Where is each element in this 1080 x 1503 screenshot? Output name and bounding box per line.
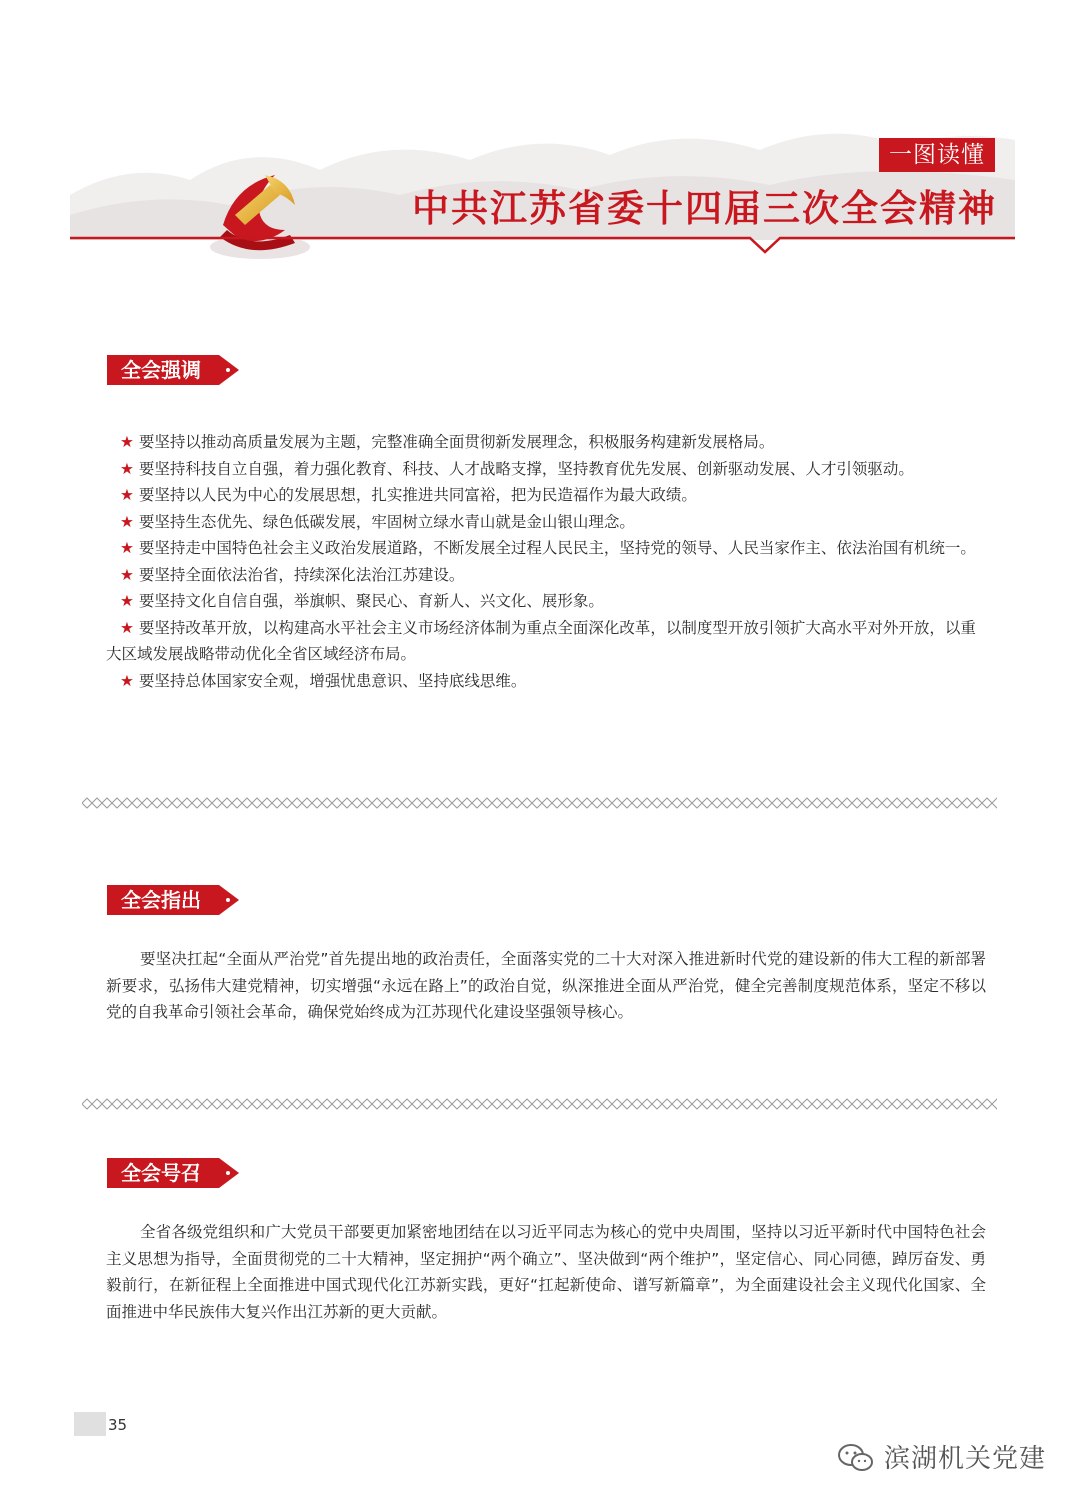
star-icon: ★ [120,565,134,584]
list-item: ★ 要坚持以推动高质量发展为主题，完整准确全面贯彻新发展理念，积极服务构建新发展格局。 [120,433,775,451]
list-item: ★ 要坚持文化自信自强，举旗帜、聚民心、育新人、兴文化、展形象。 [120,592,604,610]
star-icon: ★ [120,486,134,504]
star-icon: ★ [120,592,134,610]
page-title: 中共江苏省委十四届三次全会精神 [412,186,997,230]
section-label-text: 全会号召 [107,1158,219,1188]
star-icon: ★ [120,512,134,531]
list-item: ★ 要坚持改革开放，以构建高水平社会主义市场经济体制为重点全面深化改革，以制度型开放引领扩大高水平对外开放，以重大区域发展战略带动优化全省区域经济布局。 [106,618,976,663]
header-banner [70,100,1015,260]
call-paragraph: 全省各级党组织和广大党员干部要更加紧密地团结在以习近平同志为核心的党中央周围，坚持以习近平新时代中国特色社会主义思想为指导，全面贯彻党的二十大精神，坚定拥护“两个确立”、坚决做到“两个维护”，坚定信心、同心同德，踔厉奋发、勇毅前行，在新征程上全面推进中国式现代化江苏新实践，更好“扛起新使命、谱写新篇章”，为全面建设社会主义现代化国家、全面推进中华民族伟大复兴作出江苏新的更大贡献。 [106,1223,986,1321]
list-item: ★ 要坚持以人民为中心的发展思想，扎实推进共同富裕，把为民造福作为最大政绩。 [120,486,697,504]
star-icon: ★ [120,539,134,557]
section-divider [82,1098,997,1110]
star-icon: ★ [120,618,134,637]
page-number: 35 [108,1416,128,1434]
list-item: ★ 要坚持生态优先、绿色低碳发展，牢固树立绿水青山就是金山银山理念。 [120,512,635,531]
header-tag: 一图读懂 [879,138,995,172]
list-item: ★ 要坚持总体国家安全观，增强忧患意识、坚持底线思维。 [120,671,527,690]
watermark-text: 滨湖机关党建 [884,1444,1047,1474]
emphasis-list [106,429,986,694]
wechat-icon [836,1442,876,1474]
list-item: ★ 要坚持全面依法治省，持续深化法治江苏建设。 [120,565,465,584]
list-item: ★ 要坚持走中国特色社会主义政治发展道路，不断发展全过程人民民主，坚持党的领导、人民当家作主、依法治国有机统一。 [120,539,976,557]
star-icon: ★ [120,433,134,451]
section-divider [82,797,997,809]
star-icon: ★ [120,459,134,478]
page-number-bar [74,1412,106,1436]
section-label-text: 全会强调 [107,355,219,385]
label-dot [226,898,230,902]
label-dot [226,368,230,372]
list-item: ★ 要坚持科技自立自强，着力强化教育、科技、人才战略支撑，坚持教育优先发展、创新驱动发展、人才引领驱动。 [120,459,914,478]
pointed-paragraph: 要坚决扛起“全面从严治党”首先提出地的政治责任，全面落实党的二十大对深入推进新时代党的建设新的伟大工程的新部署新要求，弘扬伟大建党精神，切实增强“永远在路上”的政治自觉，纵深推进全面从严治党，健全完善制度规范体系，坚定不移以党的自我革命引领社会革命，确保党始终成为江苏现代化建设坚强领导核心。 [106,950,986,1021]
title-underline [70,235,1015,260]
section-label-text: 全会指出 [107,885,219,915]
label-dot [226,1171,230,1175]
star-icon: ★ [120,671,134,690]
